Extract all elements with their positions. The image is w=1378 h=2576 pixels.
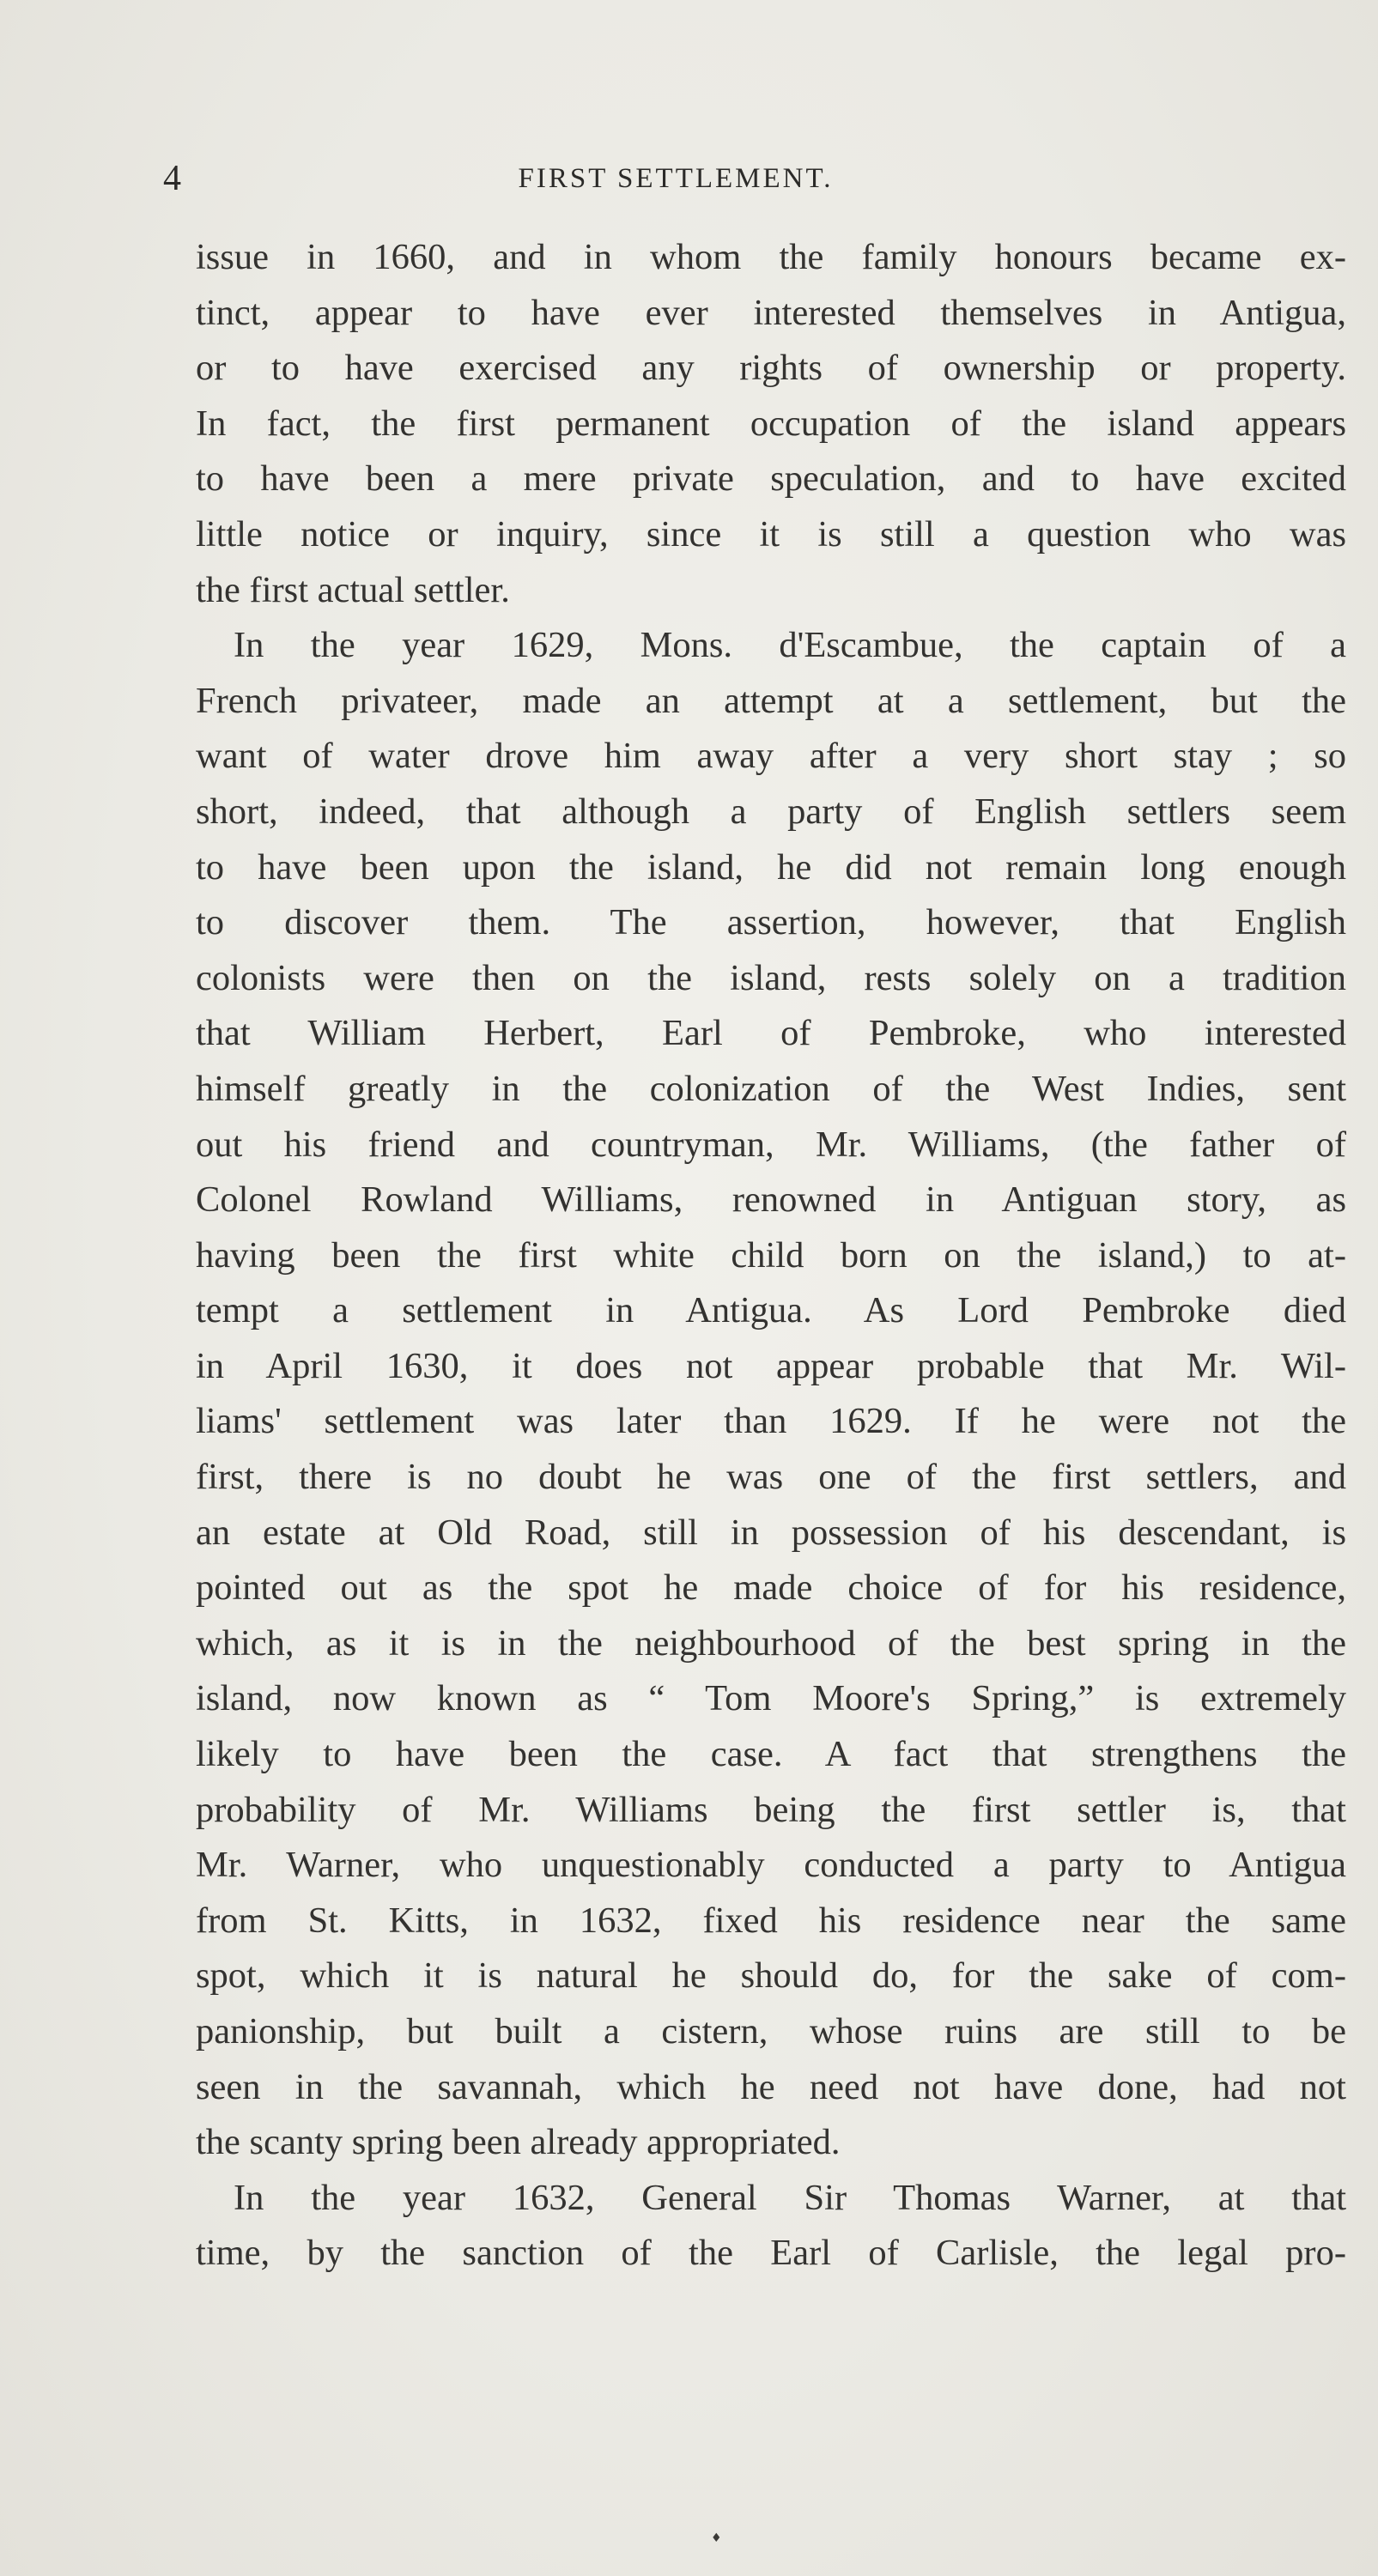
text-line: panionship, but built a cistern, whose ruins are still to be [196, 2011, 1346, 2052]
ink-mark: ♦ [711, 2531, 722, 2545]
text-line: to have been upon the island, he did not remain long enough [196, 846, 1346, 888]
text-line: liams' settlement was later than 1629. If he were not the [196, 1401, 1346, 1442]
text-line: out his friend and countryman, Mr. Williams, (the father of [196, 1124, 1346, 1165]
body-text [196, 230, 1346, 2282]
text-line: in April 1630, it does not appear probable that Mr. Wil- [196, 1345, 1346, 1386]
page-header [0, 153, 1378, 204]
text-line: himself greatly in the colonization of the West Indies, sent [196, 1068, 1346, 1109]
text-line: spot, which it is natural he should do, for the sake of com- [196, 1955, 1346, 1997]
text-line: In the year 1632, General Sir Thomas Warner, at that [234, 2177, 1346, 2218]
text-line: tinct, appear to have ever interested themselves in Antigua, [196, 292, 1346, 333]
text-line: seen in the savannah, which he need not have done, had not [196, 2066, 1346, 2107]
text-line: In the year 1629, Mons. d'Escambue, the captain of a [234, 625, 1346, 666]
text-line: French privateer, made an attempt at a settlement, but the [196, 680, 1346, 721]
text-line: or to have exercised any rights of ownership or property. [196, 348, 1346, 389]
text-line: the scanty spring been already appropriated. [196, 2122, 841, 2163]
text-line: an estate at Old Road, still in possession of his descendant, is [196, 1512, 1346, 1553]
text-line: likely to have been the case. A fact that strengthens the [196, 1734, 1346, 1775]
text-line: tempt a settlement in Antigua. As Lord Pembroke died [196, 1290, 1346, 1331]
text-line: island, now known as “ Tom Moore's Spring,” is extremely [196, 1678, 1346, 1719]
text-line: to have been a mere private speculation, and to have excited [196, 458, 1346, 500]
text-line: Mr. Warner, who unquestionably conducted a party to Antigua [196, 1845, 1346, 1886]
text-line: the first actual settler. [196, 569, 510, 610]
text-line: to discover them. The assertion, however, that English [196, 902, 1346, 943]
text-line: pointed out as the spot he made choice of for his residence, [196, 1567, 1346, 1609]
text-line: from St. Kitts, in 1632, fixed his residence near the same [196, 1900, 1346, 1941]
running-title: FIRST SETTLEMENT. [518, 163, 834, 194]
text-line: first, there is no doubt he was one of the first settlers, and [196, 1457, 1346, 1498]
text-line: little notice or inquiry, since it is still a question who was [196, 513, 1346, 555]
text-line: which, as it is in the neighbourhood of the best spring in the [196, 1622, 1346, 1664]
text-line: having been the first white child born on the island,) to at- [196, 1234, 1346, 1276]
text-line: probability of Mr. Williams being the first settler is, that [196, 1789, 1346, 1830]
text-line: In fact, the first permanent occupation of the island appears [196, 403, 1346, 444]
text-line: Colonel Rowland Williams, renowned in Antiguan story, as [196, 1179, 1346, 1221]
text-line: short, indeed, that although a party of English settlers seem [196, 791, 1346, 832]
text-line: that William Herbert, Earl of Pembroke, who interested [196, 1013, 1346, 1054]
text-line: issue in 1660, and in whom the family honours became ex- [196, 237, 1346, 277]
text-line: want of water drove him away after a very short stay ; so [196, 736, 1346, 777]
text-line: colonists were then on the island, rests solely on a tradition [196, 957, 1346, 998]
page-number: 4 [163, 159, 181, 198]
text-line: time, by the sanction of the Earl of Carlisle, the legal pro- [196, 2233, 1346, 2274]
